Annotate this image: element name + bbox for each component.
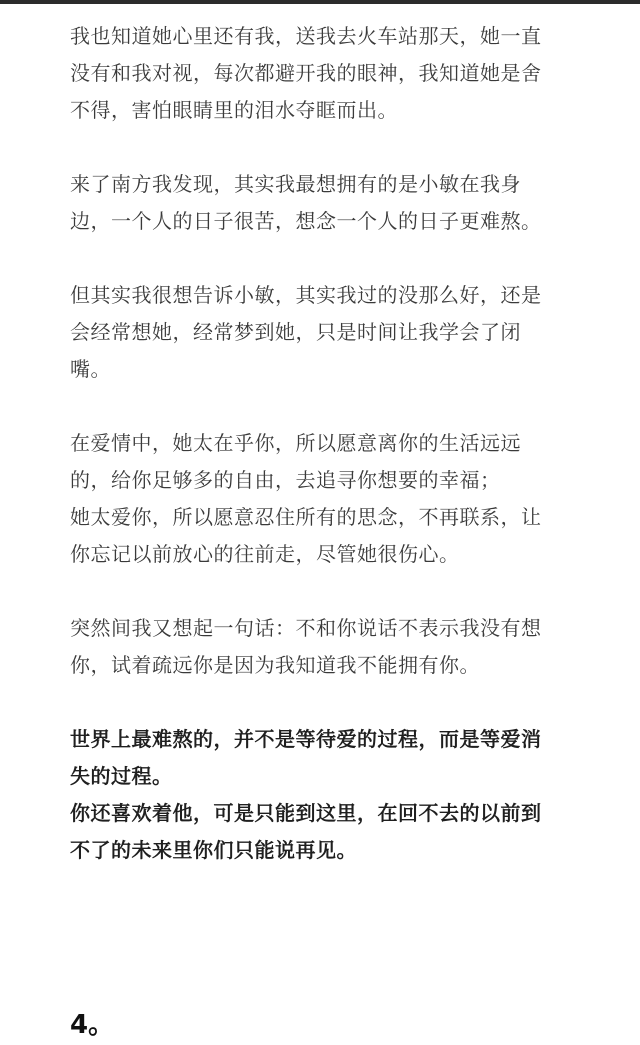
text-line: 突然间我又想起一句话：不和你说话不表示我没有想 xyxy=(70,616,542,640)
text-line: 你忘记以前放心的往前走，尽管她很伤心。 xyxy=(70,542,460,566)
text-line: 嘴。 xyxy=(70,357,111,381)
text-line: 在爱情中，她太在乎你，所以愿意离你的生活远远 xyxy=(70,431,521,455)
text-line: 世界上最难熬的，并不是等待爱的过程，而是等爱消 xyxy=(70,727,542,751)
text-line: 的，给你足够多的自由，去追寻你想要的幸福； xyxy=(70,468,501,492)
text-line: 失的过程。 xyxy=(70,764,173,788)
text-line: 但其实我很想告诉小敏，其实我过的没那么好，还是 xyxy=(70,283,542,307)
text-line: 你，试着疏远你是因为我知道我不能拥有你。 xyxy=(70,653,480,677)
section-number: 4。 xyxy=(70,1010,115,1040)
text-line: 来了南方我发现，其实我最想拥有的是小敏在我身 xyxy=(70,172,521,196)
paragraph-6-bold xyxy=(70,721,580,869)
text-line: 你还喜欢着他，可是只能到这里，在回不去的以前到 xyxy=(70,801,542,825)
paragraph-4 xyxy=(70,425,580,573)
text-line: 会经常想她，经常梦到她，只是时间让我学会了闭 xyxy=(70,320,521,344)
paragraph-2 xyxy=(70,166,580,240)
text-line: 不得，害怕眼睛里的泪水夺眶而出。 xyxy=(70,98,398,122)
text-line: 我也知道她心里还有我，送我去火车站那天，她一直 xyxy=(70,24,542,48)
paragraph-5 xyxy=(70,610,580,684)
text-line: 不了的未来里你们只能说再见。 xyxy=(70,838,357,862)
article-body xyxy=(70,18,580,869)
paragraph-1 xyxy=(70,18,580,129)
paragraph-3 xyxy=(70,277,580,388)
text-line: 她太爱你，所以愿意忍住所有的思念，不再联系，让 xyxy=(70,505,542,529)
text-line: 边，一个人的日子很苦，想念一个人的日子更难熬。 xyxy=(70,209,542,233)
text-line: 没有和我对视，每次都避开我的眼神，我知道她是舍 xyxy=(70,61,542,85)
top-edge-strip xyxy=(0,0,640,4)
